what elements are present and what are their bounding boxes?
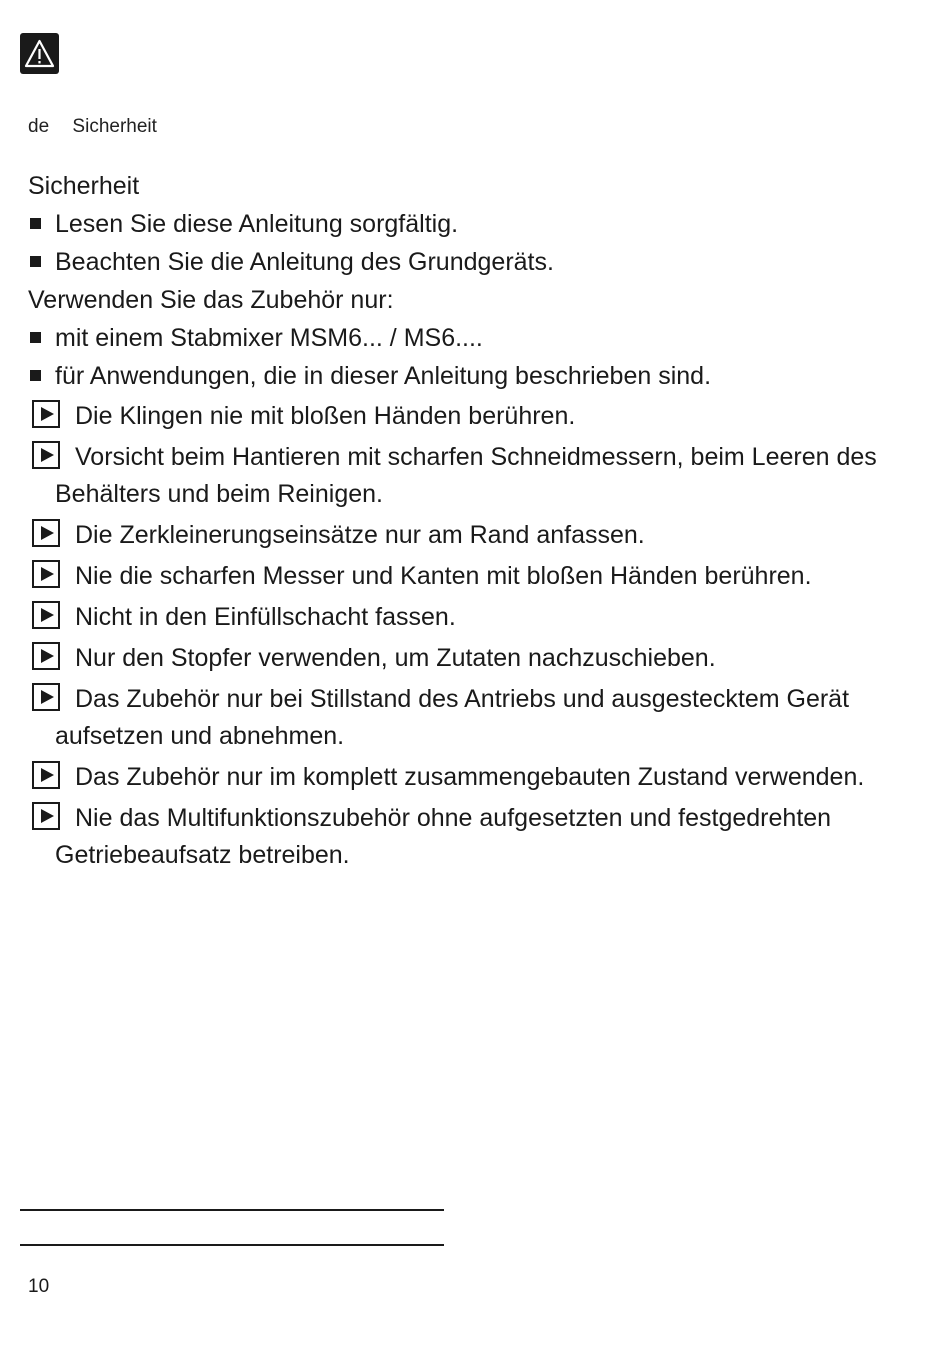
list-item: Beachten Sie die Anleitung des Grundgeräts.	[28, 246, 908, 278]
play-arrow-icon	[32, 642, 60, 670]
list-item: mit einem Stabmixer MSM6... / MS6....	[28, 322, 908, 354]
play-arrow-icon	[32, 519, 60, 547]
instruction-step: Nur den Stopfer verwenden, um Zutaten nachzuschieben.	[28, 640, 908, 677]
use-intro: Verwenden Sie das Zubehör nur:	[28, 286, 394, 314]
instruction-step: Nie das Multifunktionszubehör ohne aufgesetzten und festgedrehten Getriebeaufsatz betreiben.	[28, 800, 908, 874]
play-arrow-icon	[32, 761, 60, 789]
page-title: Sicherheit	[28, 172, 140, 200]
instruction-step: Das Zubehör nur im komplett zusammengebauten Zustand verwenden.	[28, 759, 908, 796]
square-bullet-icon	[30, 218, 41, 229]
instruction-step: Vorsicht beim Hantieren mit scharfen Schneidmessern, beim Leeren des Behälters und beim Reinigen.	[28, 439, 908, 513]
warning-icon	[20, 33, 59, 74]
page-number: 10	[28, 1276, 50, 1297]
play-arrow-icon	[32, 601, 60, 629]
play-arrow-icon	[32, 683, 60, 711]
instruction-step: Die Zerkleinerungseinsätze nur am Rand anfassen.	[28, 517, 908, 554]
instruction-step: Die Klingen nie mit bloßen Händen berühren.	[28, 398, 908, 435]
header-language: de	[28, 116, 50, 137]
running-header	[28, 116, 157, 138]
square-bullet-icon	[30, 332, 41, 343]
instruction-step: Nie die scharfen Messer und Kanten mit bloßen Händen berühren.	[28, 558, 908, 595]
divider-line	[20, 1209, 444, 1211]
play-arrow-icon	[32, 560, 60, 588]
divider-line	[20, 1244, 444, 1246]
header-section: Sicherheit	[72, 116, 157, 137]
play-arrow-icon	[32, 400, 60, 428]
square-bullet-icon	[30, 256, 41, 267]
square-bullet-icon	[30, 370, 41, 381]
play-arrow-icon	[32, 802, 60, 830]
list-item: für Anwendungen, die in dieser Anleitung beschrieben sind.	[28, 360, 908, 392]
instruction-step: Das Zubehör nur bei Stillstand des Antriebs und ausgestecktem Gerät aufsetzen und abnehmen.	[28, 681, 908, 755]
safety-content	[28, 170, 908, 878]
list-item: Lesen Sie diese Anleitung sorgfältig.	[28, 208, 908, 240]
play-arrow-icon	[32, 441, 60, 469]
instruction-step: Nicht in den Einfüllschacht fassen.	[28, 599, 908, 636]
